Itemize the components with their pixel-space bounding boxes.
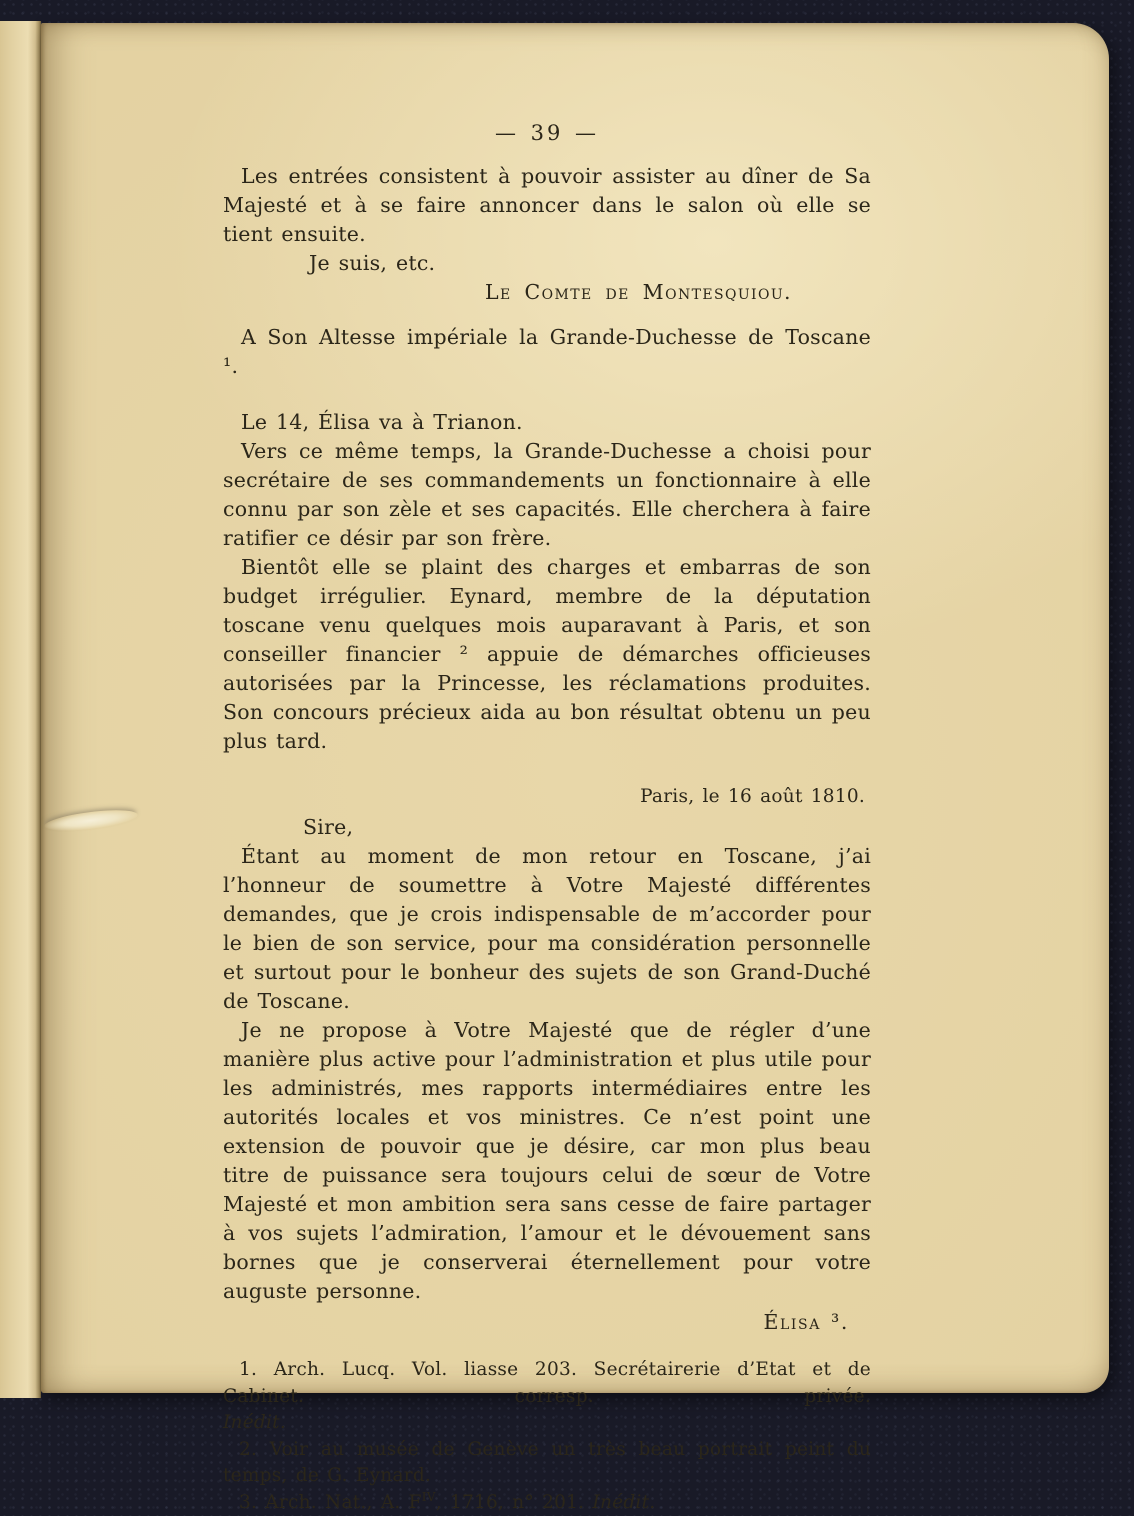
page-number: — 39 —: [223, 119, 871, 148]
footnote-3-inedit: Inédit.: [592, 1492, 655, 1513]
previous-page-edge: [0, 21, 41, 1398]
address-line: A Son Altesse impériale la Grande-Duchesse de Toscane ¹.: [223, 323, 871, 381]
line-je-suis: Je suis, etc.: [223, 249, 871, 278]
footnote-3-pre: 3. Arch. Nat., A. F: [239, 1492, 422, 1513]
paragraph-propose: Je ne propose à Votre Majesté que de régler d’une manière plus active pour l’administration et plus utile pour les administrés, mes rapports intermédiaires entre les autorités locales et vos ministres. Ce n’est point une extension de pouvoir que je désire, car mon plus beau titre de puissance sera toujours celui de sœur de Votre Majesté et mon ambition sera sans cesse de faire partager à vos sujets l’admiration, l’amour et le dévouement sans bornes que je conserverai éternellement pour votre auguste personne.: [223, 1016, 871, 1306]
paragraph-etant: Étant au moment de mon retour en Toscane, j’ai l’honneur de soumettre à Votre Majesté différentes demandes, que je crois indispensable de m’accorder pour le bien de son service, pour ma considération personnelle et surtout pour le bonheur des sujets de son Grand-Duché de Toscane.: [223, 842, 871, 1016]
footnote-1-inedit: Inédit.: [223, 1412, 286, 1433]
footnote-3-mid: , 1716, n° 201.: [436, 1492, 593, 1513]
dateline: Paris, le 16 août 1810.: [223, 784, 871, 810]
paragraph-entrees: Les entrées consistent à pouvoir assister au dîner de Sa Majesté et à se faire annoncer dans le salon où elle se tient ensuite.: [223, 162, 871, 249]
signature-elisa: Élisa ³.: [223, 1308, 871, 1337]
book-page: [41, 23, 1109, 1393]
paragraph-vers: Vers ce même temps, la Grande-Duchesse a choisi pour secrétaire de ses commandements un fonctionnaire à elle connu par son zèle et ses capacités. Elle cherchera à faire ratifier ce désir par son frère.: [223, 437, 871, 553]
page-content: [223, 23, 871, 1516]
paragraph-bientot: Bientôt elle se plaint des charges et embarras de son budget irrégulier. Eynard, membre de la députation toscane venu quelques mois auparavant à Paris, et son conseiller financier ² appuie de démarches officieuses autorisées par la Princesse, les réclamations produites. Son concours précieux aida au bon résultat obtenu un peu plus tard.: [223, 553, 871, 756]
footnote-3-superscript: IV: [422, 1489, 436, 1503]
paper-tear: [43, 806, 138, 834]
footnote-1-text: 1. Arch. Lucq. Vol. liasse 203. Secrétairerie d’Etat et de Cabinet. corresp. privée.: [223, 1357, 871, 1410]
line-trianon: Le 14, Élisa va à Trianon.: [223, 408, 871, 437]
footnote-3: [223, 1490, 871, 1516]
footnote-2: 2. Voir au musée de Genève un très beau portrait peint du temps, de G. Eynard.: [223, 1437, 871, 1490]
salutation-sire: Sire,: [223, 813, 871, 842]
footnote-1: [223, 1357, 871, 1437]
signature-montesquiou: Le Comte de Montesquiou.: [223, 278, 871, 307]
footnotes-block: [223, 1357, 871, 1516]
